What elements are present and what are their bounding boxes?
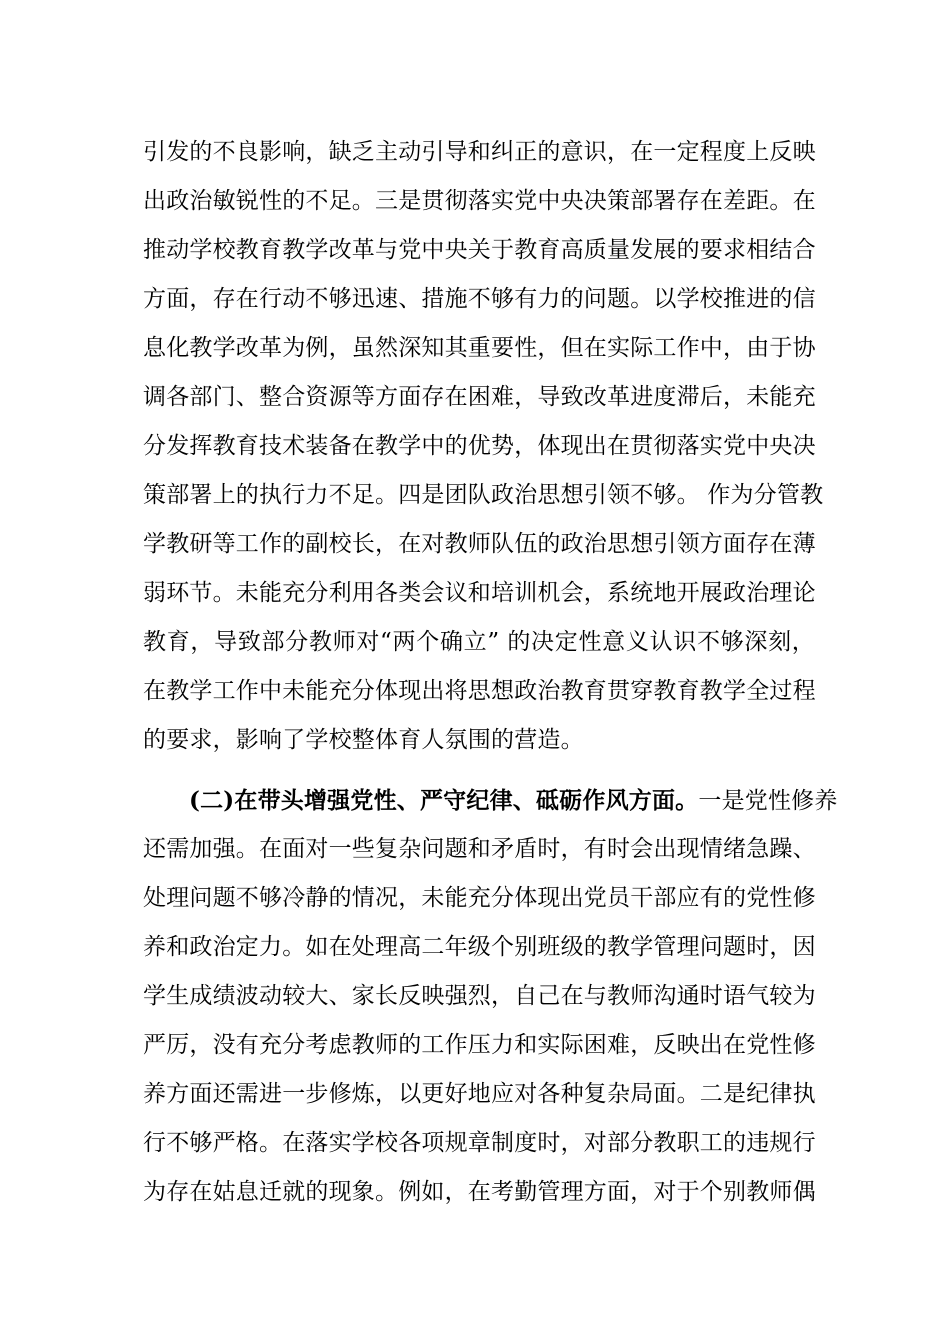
paragraph-line: 养方面还需进一步修炼，以更好地应对各种复杂局面。二是纪律执 — [143, 1081, 816, 1107]
heading-continuation: 一是党性修养 — [698, 788, 838, 814]
paragraph-line: 严厉，没有充分考虑教师的工作压力和实际困难，反映出在党性修 — [143, 1032, 816, 1058]
paragraph-line: 的要求，影响了学校整体育人氛围的营造。 — [143, 727, 584, 753]
paragraph-line: 息化教学改革为例，虽然深知其重要性，但在实际工作中，由于协 — [143, 335, 816, 361]
paragraph-first-line — [143, 776, 838, 825]
paragraph-line: 教育，导致部分教师对“两个确立” 的决定性意义认识不够深刻， — [143, 629, 815, 655]
paragraph-line: 为存在姑息迁就的现象。例如，在考勤管理方面，对于个别教师偶 — [143, 1179, 816, 1205]
paragraph-line: 行不够严格。在落实学校各项规章制度时，对部分教职工的违规行 — [143, 1130, 816, 1156]
paragraph-2 — [143, 776, 838, 1217]
paragraph-line: 分发挥教育技术装备在教学中的优势，体现出在贯彻落实党中央决 — [143, 433, 816, 459]
section-heading: (二)在带头增强党性、严守纪律、砥砺作风方面。 — [189, 787, 699, 814]
paragraph-line: 出政治敏锐性的不足。三是贯彻落实党中央决策部署存在差距。在 — [143, 188, 816, 214]
paragraph-line: 还需加强。在面对一些复杂问题和矛盾时，有时会出现情绪急躁、 — [143, 836, 816, 862]
paragraph-line: 养和政治定力。如在处理高二年级个别班级的教学管理问题时，因 — [143, 934, 816, 960]
paragraph-line: 方面，存在行动不够迅速、措施不够有力的问题。以学校推进的信 — [143, 286, 816, 312]
paragraph-line: 策部署上的执行力不足。四是团队政治思想引领不够。 作为分管教 — [143, 482, 824, 508]
paragraph-line: 在教学工作中未能充分体现出将思想政治教育贯穿教育教学全过程 — [143, 678, 816, 704]
paragraph-1 — [143, 128, 824, 765]
paragraph-line: 推动学校教育教学改革与党中央关于教育高质量发展的要求相结合 — [143, 237, 816, 263]
paragraph-line: 弱环节。未能充分利用各类会议和培训机会，系统地开展政治理论 — [143, 580, 816, 606]
paragraph-line: 处理问题不够冷静的情况，未能充分体现出党员干部应有的党性修 — [143, 885, 816, 911]
paragraph-line: 学生成绩波动较大、家长反映强烈，自己在与教师沟通时语气较为 — [143, 983, 816, 1009]
paragraph-line: 调各部门、整合资源等方面存在困难，导致改革进度滞后，未能充 — [143, 384, 816, 410]
paragraph-line: 引发的不良影响，缺乏主动引导和纠正的意识，在一定程度上反映 — [143, 139, 816, 165]
paragraph-line: 学教研等工作的副校长，在对教师队伍的政治思想引领方面存在薄 — [143, 531, 816, 557]
